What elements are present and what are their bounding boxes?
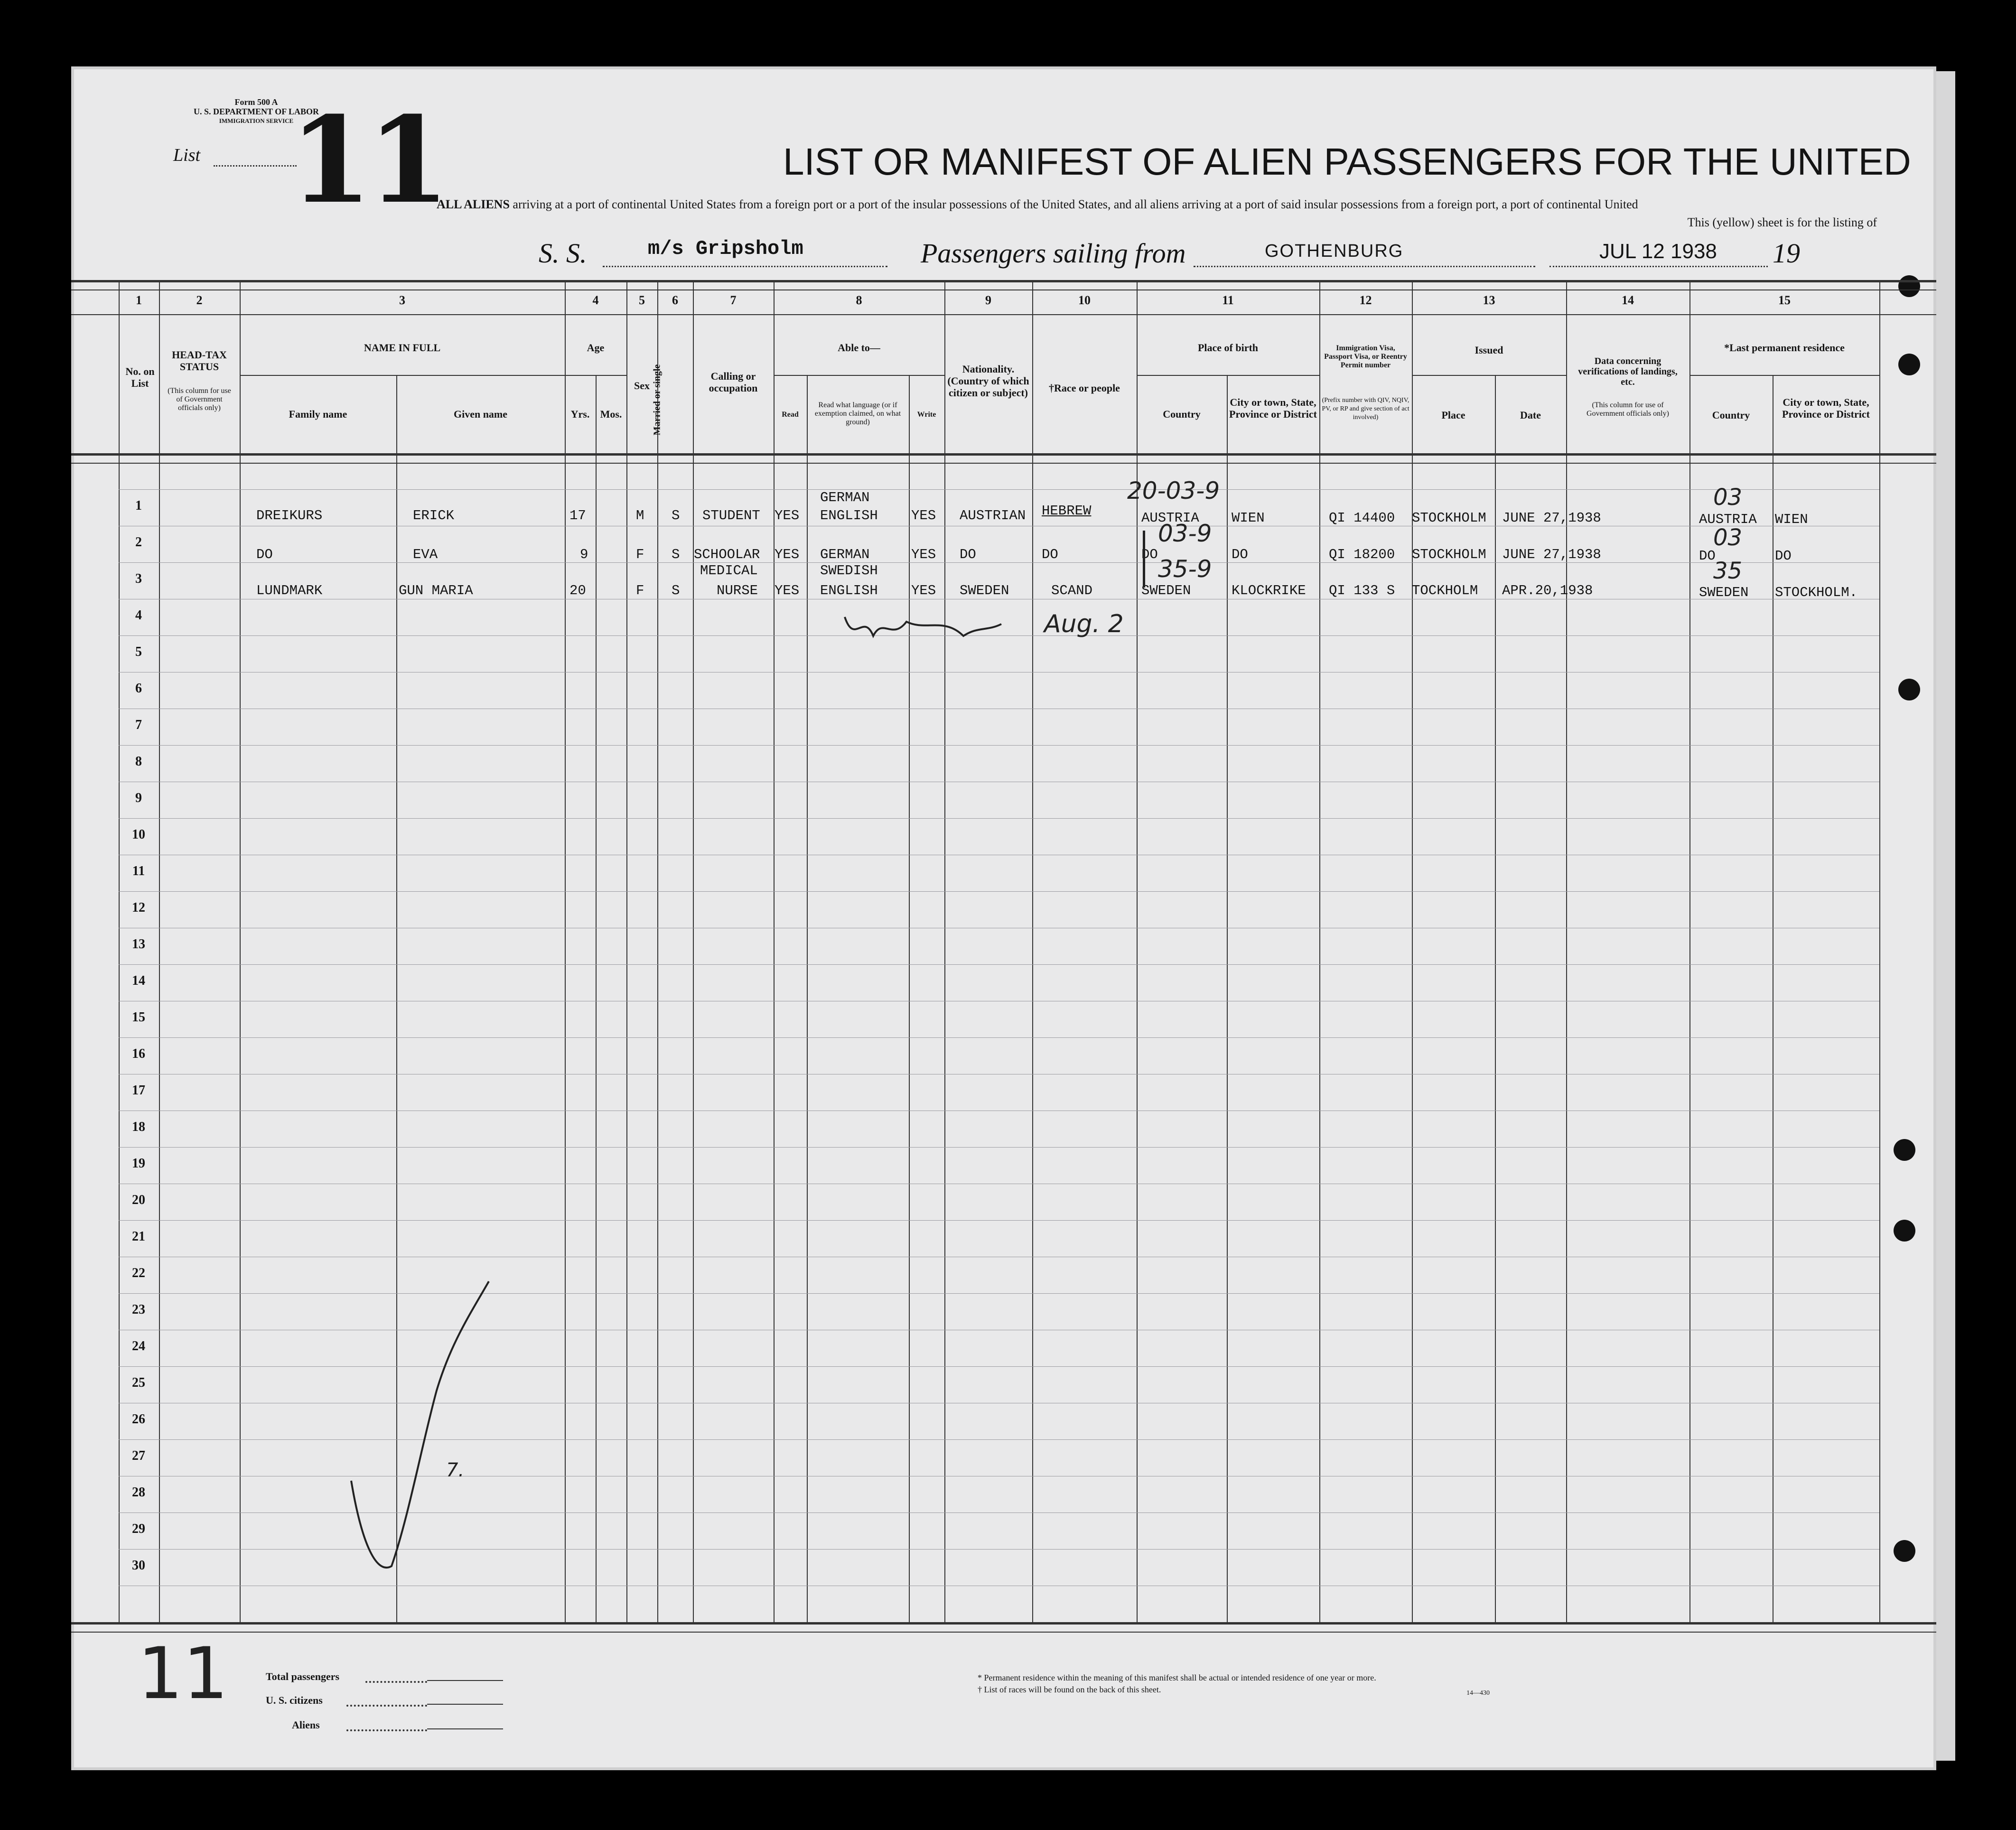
us-citizens-label: U. S. citizens [266,1694,323,1706]
header-issued-place: Place [1441,409,1465,421]
col-line [1879,280,1880,1622]
table-rule [71,289,1936,290]
header-age: Age [587,342,605,354]
list-dotline [214,165,297,167]
read-language: GERMAN [820,490,870,505]
header-issued-date: Date [1520,409,1541,421]
row-number: 16 [132,1046,145,1061]
issued-date: APR.20,1938 [1502,583,1593,598]
row-line [119,1220,1879,1221]
visa-number: QI 133 S [1329,583,1395,598]
col-number: 15 [1778,293,1791,307]
row-line [119,489,1879,490]
checkmark [342,1272,494,1576]
footer-blank [427,1728,503,1729]
can-read: YES [775,583,800,598]
col-number: 8 [856,293,862,307]
subtitle: ALL ALIENS arriving at a port of continental United States from a foreign port or a port of the insular possessions of the United States, and all aliens arriving at a port of said insular possessions from a foreign port, a port of continental United This (yellow) sheet is for the listing of [437,197,1877,229]
read-language: ENGLISH [820,508,878,523]
handwritten-code: 20-03-9 [1127,477,1220,504]
col-number: 14 [1622,293,1634,307]
binding-hole [1894,1540,1915,1562]
header-write: Write [917,411,936,419]
birth-country: SWEDEN [1141,583,1191,598]
header-no-on-list: No. on List [125,365,155,389]
given-name: GUN MARIA [399,583,473,598]
visa-number: QI 18200 [1329,547,1395,562]
row-number: 10 [132,827,145,842]
table-rule [71,463,1936,464]
row-line [119,818,1879,819]
read-language: ENGLISH [820,583,878,598]
res-country: DO [1699,548,1716,564]
col-number: 1 [136,293,142,307]
header-last-residence: *Last permanent residence [1724,342,1845,354]
signature-scribble [835,603,1063,655]
sex: M [636,508,644,523]
aliens-label: Aliens [292,1719,320,1731]
col-number: 11 [1222,293,1234,307]
family-name: LUNDMARK [256,583,323,598]
col-number: 5 [639,293,645,307]
col-line [1566,280,1567,1622]
res-city: STOCKHOLM. [1775,585,1858,600]
issued-date: JUNE 27,1938 [1502,547,1601,562]
row-number: 5 [135,644,142,659]
row-number: 22 [132,1266,145,1280]
row-number: 17 [132,1083,145,1098]
binding-hole [1894,1220,1915,1242]
age-years: 17 [569,508,586,523]
can-write: YES [911,508,936,523]
subheader-rule [1137,375,1319,376]
race: DO [1042,547,1058,562]
row-line [119,562,1879,563]
row-number: 9 [135,791,142,805]
marital-status: S [672,583,680,598]
binding-hole [1894,1139,1915,1161]
row-number: 26 [132,1412,145,1427]
sex: F [636,583,644,598]
col-line [1689,280,1690,1622]
col-number: 7 [730,293,737,307]
col-line [1032,280,1033,1622]
port-dotline [1194,266,1535,267]
footer-dots [346,1729,427,1731]
birth-country: AUSTRIA [1141,510,1199,526]
header-race: †Race or people [1049,382,1120,394]
issued-place: STOCKHOLM [1412,547,1486,562]
res-country: AUSTRIA [1699,512,1757,527]
col-line [119,280,120,1622]
row-number: 3 [135,571,142,586]
binding-hole [1898,275,1920,297]
row-number: 21 [132,1229,145,1244]
res-city: DO [1775,548,1792,564]
binding-hole [1898,354,1920,375]
col-line [774,280,775,1622]
nationality: SWEDEN [960,583,1009,598]
ss-label: S. S. [539,238,587,269]
row-number: 2 [135,535,142,550]
header-name-in-full: NAME IN FULL [364,342,441,354]
form-identifier: Form 500 A U. S. DEPARTMENT OF LABOR IMMIGRATION SERVICE [193,97,319,124]
header-data-concerning: Data concerning verifications of landings, etc. [1578,356,1678,387]
header-data-note: (This column for use of Government officials only) [1587,401,1669,418]
sailing-date: JUL 12 1938 [1599,240,1717,263]
handwritten-bracket [1143,531,1145,588]
col-line [626,280,627,1622]
binding-hole [1898,679,1920,700]
col-line [1319,280,1320,1622]
handwritten-code: 03 [1713,524,1743,551]
row-number: 27 [132,1448,145,1463]
header-birth-city: City or town, State, Province or District [1229,396,1317,420]
list-number: 11 [289,90,445,230]
header-read: Read [782,411,799,419]
subheader-rule [240,375,565,376]
race: SCAND [1051,583,1093,598]
footer-blank [427,1680,503,1681]
can-write: YES [911,583,936,598]
visa-number: QI 14400 [1329,510,1395,526]
header-mos: Mos. [600,408,622,420]
footer-dots [365,1681,427,1683]
row-number: 19 [132,1156,145,1171]
header-sex: Sex [634,380,650,392]
col-line [944,280,945,1622]
sex: F [636,547,644,562]
form-code: 14—430 [1466,1690,1490,1697]
res-city: WIEN [1775,512,1808,527]
table-rule [71,1632,1936,1633]
col-number: 10 [1078,293,1091,307]
page-title: LIST OR MANIFEST OF ALIEN PASSENGERS FOR THE UNITED [783,140,1911,183]
header-res-city: City or town, State, Province or District [1782,396,1870,420]
birth-city: DO [1232,547,1248,562]
header-nationality: Nationality. (Country of which citizen or subject) [947,363,1029,399]
row-number: 14 [132,973,145,988]
table-top-rule [71,280,1936,282]
header-res-country: Country [1712,409,1750,421]
row-number: 6 [135,681,142,696]
header-able-to: Able to— [838,342,880,354]
occupation: STUDENT [702,508,760,523]
age-years: 9 [580,547,588,562]
occupation: SCHOOLAR [694,547,760,562]
row-number: 8 [135,754,142,769]
can-write: YES [911,547,936,562]
footnote-residence: * Permanent residence within the meaning of this manifest shall be actual or intended residence of one year or more. [978,1673,1376,1682]
subheader-rule [774,375,944,376]
issued-date: JUNE 27,1938 [1502,510,1601,526]
row-number: 29 [132,1522,145,1536]
header-issued: Issued [1475,344,1503,356]
birth-city: WIEN [1232,510,1265,526]
handwritten-code: 35-9 [1158,555,1212,583]
date-dotline [1549,266,1768,267]
given-name: ERICK [413,508,455,523]
row-number: 28 [132,1485,145,1500]
handwritten-code: 03-9 [1158,520,1212,547]
total-passengers-label: Total passengers [266,1671,340,1682]
sheet-edge [1936,71,1955,1761]
row-number: 20 [132,1193,145,1207]
header-yrs: Yrs. [570,408,590,420]
marital-status: S [672,547,680,562]
handwritten-signature: Aug. 2 [1044,610,1124,638]
row-number: 11 [132,864,145,878]
row-number: 15 [132,1010,145,1025]
col-number: 9 [985,293,991,307]
footnote-races: † List of races will be found on the back of this sheet. [978,1685,1161,1694]
footer-blank [427,1704,503,1705]
col-line [657,280,658,1622]
given-name: EVA [413,547,438,562]
row-number: 4 [135,608,142,623]
row-number: 12 [132,900,145,915]
header-read-language: Read what language (or if exemption claimed, on what ground) [814,401,901,426]
row-number: 25 [132,1375,145,1390]
nationality: AUSTRIAN [960,508,1026,523]
year-prefix: 19 [1773,238,1800,269]
family-name: DREIKURS [256,508,323,523]
col-number: 12 [1359,293,1372,307]
header-bottom-rule [71,453,1936,456]
col-number: 2 [196,293,203,307]
row-line [119,964,1879,965]
col-line [693,280,694,1622]
col-number: 6 [672,293,678,307]
age-years: 20 [569,583,586,598]
port-of-departure: GOTHENBURG [1265,241,1404,261]
row-line [119,745,1879,746]
read-language: GERMAN [820,547,870,562]
col-line [565,280,566,1622]
birth-country: DO [1141,547,1158,562]
can-read: YES [775,547,800,562]
occupation: MEDICAL [700,563,758,579]
sailing-label: Passengers sailing from [921,238,1186,269]
row-number: 1 [135,498,142,513]
handwritten-code: 03 [1713,484,1743,511]
header-married: Married or single [652,364,663,436]
col-number: 13 [1483,293,1495,307]
nationality: DO [960,547,976,562]
row-number: 24 [132,1339,145,1354]
handwritten-number: 11 [138,1633,228,1715]
col-line [159,280,160,1622]
header-head-tax-note: (This column for use of Government officials only) [168,387,231,412]
header-calling: Calling or occupation [709,370,758,394]
row-line [119,1037,1879,1038]
family-name: DO [256,547,273,562]
col-line [240,280,241,1622]
header-visa-note: (Prefix number with QIV, NQIV, PV, or RP and give section of act involved) [1322,397,1409,421]
row-number: 13 [132,937,145,952]
issued-place: STOCKHOLM [1412,510,1486,526]
subheader-rule [1412,375,1566,376]
table-bottom-rule [71,1622,1936,1625]
subheader-rule [1689,375,1879,376]
occupation: NURSE [717,583,758,598]
row-number: 18 [132,1120,145,1134]
row-number: 7 [135,718,142,732]
footer-dots [346,1705,427,1707]
col-line [1412,280,1413,1622]
row-line [119,1147,1879,1148]
handwritten-mark: 7. [446,1459,465,1481]
marital-status: S [672,508,680,523]
header-visa: Immigration Visa, Passport Visa, or Reentry Permit number [1324,344,1407,369]
col-number: 3 [399,293,405,307]
race: HEBREW [1042,503,1092,519]
header-given-name: Given name [453,408,508,420]
header-family-name: Family name [289,408,347,420]
list-label: List [173,145,201,165]
ship-name: m/s Gripsholm [648,237,803,260]
header-head-tax: HEAD-TAX STATUS [172,349,227,373]
row-number: 30 [132,1558,145,1573]
ship-dotline [603,266,887,267]
can-read: YES [775,508,800,523]
row-line [119,891,1879,892]
header-birth-country: Country [1163,408,1201,420]
handwritten-code: 35 [1713,558,1743,584]
col-number: 4 [592,293,599,307]
table-rule [71,314,1936,315]
issued-place: TOCKHOLM [1412,583,1478,598]
read-language: SWEDISH [820,563,878,579]
birth-city: KLOCKRIKE [1232,583,1306,598]
res-country: SWEDEN [1699,585,1749,600]
row-number: 23 [132,1302,145,1317]
header-place-of-birth: Place of birth [1197,342,1259,354]
